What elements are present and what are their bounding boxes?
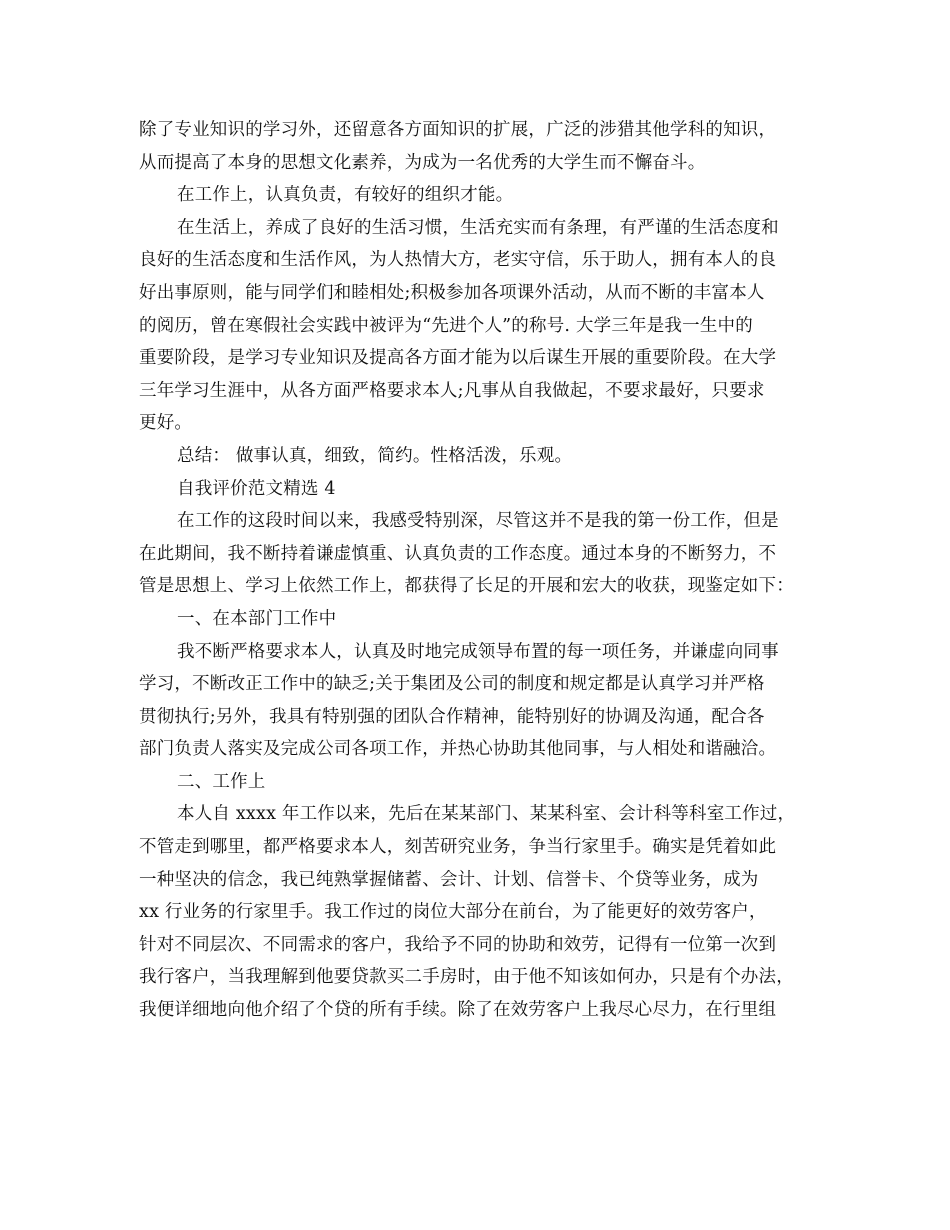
text-line: 贯彻执行;另外，我具有特别强的团队合作精神，能特别好的协调及沟通，配合各 [139,706,765,727]
text-line: 除了专业知识的学习外，还留意各方面知识的扩展，广泛的涉猎其他学科的知识， [139,120,777,140]
text-line: 从而提高了本身的思想文化素养，为成为一名优秀的大学生而不懈奋斗。 [139,152,706,173]
text-line: 针对不同层次、不同需求的客户，我给予不同的协助和效劳，记得有一位第一次到 [139,934,777,955]
text-line: 一种坚决的信念，我已纯熟掌握储蓄、会计、计划、信誉卡、个贷等业务，成为 [139,869,759,890]
text-line: 更好。 [139,413,193,434]
text-line: 总结： 做事认真，细致，简约。性格活泼，乐观。 [177,445,573,466]
text-line: 三年学习生涯中，从各方面严格要求本人;凡事从自我做起，不要求最好，只要求 [139,380,765,401]
text-line: 本人自 xxxx 年工作以来，先后在某某部门、某某科室、会计科等科室工作过， [177,804,796,825]
text-line: 的阅历，曾在寒假社会实践中被评为“先进个人”的称号. 大学三年是我一生中的 [139,315,753,336]
text-line: 重要阶段，是学习专业知识及提高各方面才能为以后谋生开展的重要阶段。在大学 [139,348,777,369]
text-line: 管是思想上、学习上依然工作上，都获得了长足的开展和宏大的收获，现鉴定如下： [139,576,794,597]
text-line: 自我评价范文精选 4 [177,478,336,499]
text-line: xx 行业务的行家里手。我工作过的岗位大部分在前台，为了能更好的效劳客户， [139,902,767,923]
text-line: 在此期间，我不断持着谦虚慎重、认真负责的工作态度。通过本身的不断努力，不 [139,543,777,564]
text-line: 我行客户，当我理解到他要贷款买二手房时，由于他不知该如何办，只是有个办法， [139,967,794,988]
text-line: 一、在本部门工作中 [177,608,337,629]
text-line: 我不断严格要求本人，认真及时地完成领导布置的每一项任务，并谦虚向同事 [177,641,779,662]
text-line: 好出事原则，能与同学们和睦相处;积极参加各项课外活动，从而不断的丰富本人 [139,282,765,303]
text-line: 良好的生活态度和生活作风，为人热情大方，老实守信，乐于助人，拥有本人的良 [139,250,777,271]
text-line: 在生活上，养成了良好的生活习惯，生活充实而有条理，有严谨的生活态度和 [177,217,779,238]
text-line: 二、工作上 [177,771,266,792]
text-line: 不管走到哪里，都严格要求本人，刻苦研究业务，争当行家里手。确实是凭着如此 [139,837,777,858]
text-line: 学习，不断改正工作中的缺乏;关于集团及公司的制度和规定都是认真学习并严格 [139,674,765,695]
text-line: 在工作的这段时间以来，我感受特别深，尽管这并不是我的第一份工作，但是 [177,511,779,532]
document-body [139,114,829,1027]
text-line: 我便详细地向他介绍了个贷的所有手续。除了在效劳客户上我尽心尽力，在行里组 [139,1000,777,1021]
text-line: 在工作上，认真负责，有较好的组织才能。 [177,185,514,206]
text-line: 部门负责人落实及完成公司各项工作，并热心协助其他同事，与人相处和谐融洽。 [139,739,777,760]
